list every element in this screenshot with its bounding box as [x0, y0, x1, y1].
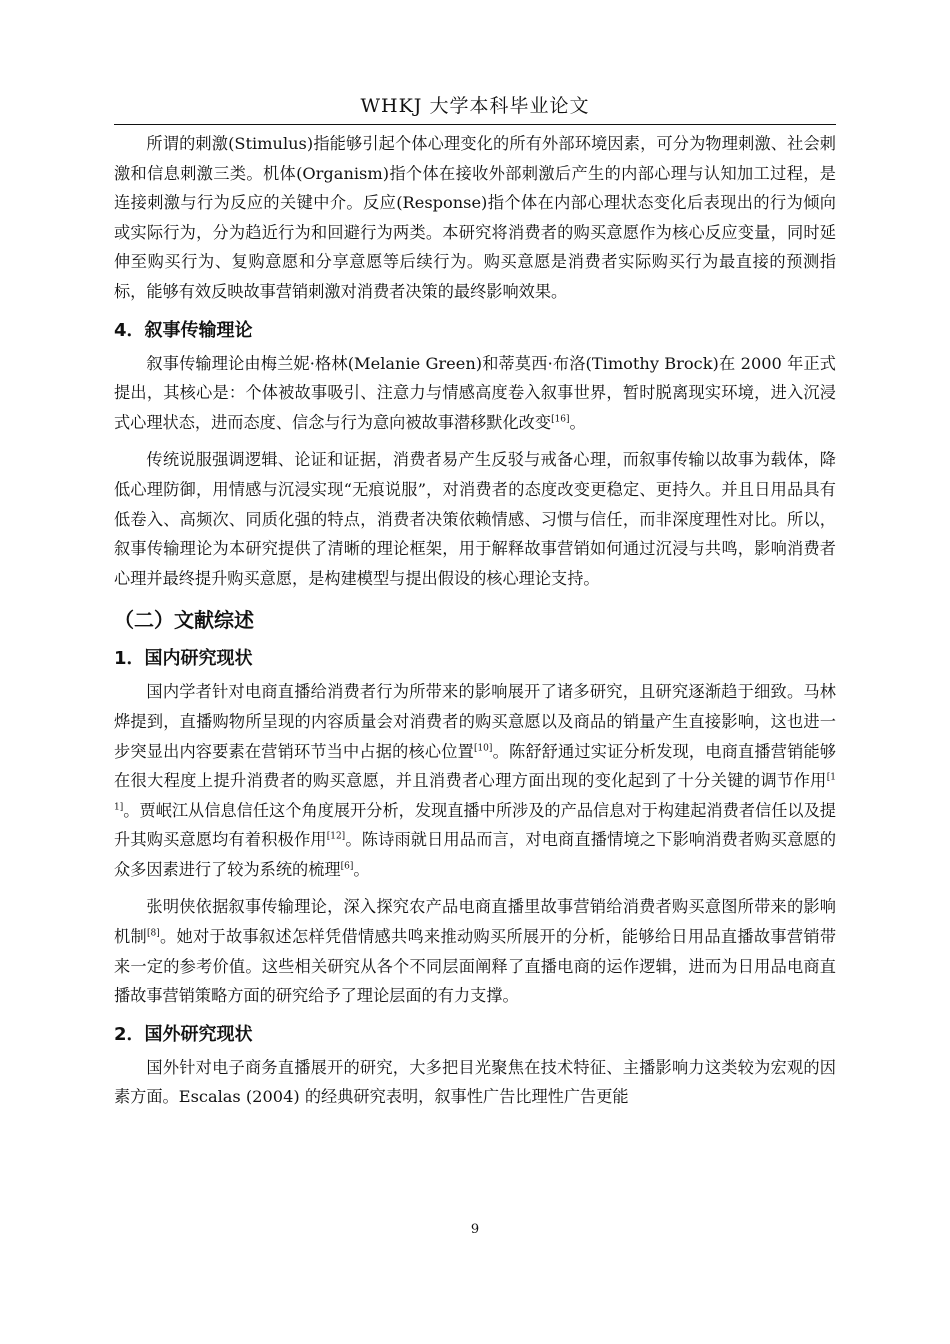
citation: [16]: [551, 414, 570, 425]
paragraph-narrative-theory: [114, 349, 836, 438]
paragraph-text: 张明侠依据叙事传输理论，深入探究农产品电商直播里故事营销给消费者购买意图所带来的影响机制: [114, 897, 836, 947]
paragraph-text: 国内学者针对电商直播给消费者行为所带来的影响展开了诸多研究，且研究逐渐趋于细致。马林烨提到，直播购物所呈现的内容质量会对消费者的购买意愿以及商品的销量产生直接影响，这也进一步突显出内容要素在营销环节当中占据的核心位置: [114, 682, 836, 761]
citation: [10]: [473, 743, 493, 754]
citation: [12]: [326, 831, 346, 842]
paragraph-zhang-research: [114, 892, 836, 1010]
paragraph-sor-definitions: 所谓的刺激(Stimulus)指能够引起个体心理变化的所有外部环境因素，可分为物理刺激、社会刺激和信息刺激三类。机体(Organism)指个体在接收外部刺激后产生的内部心理与认知加工过程，是连接刺激与行为反应的关键中介。反应(Response)指个体在内部心理状态变化后表现出的行为倾向或实际行为，分为趋近行为和回避行为两类。本研究将消费者的购买意愿作为核心反应变量，同时延伸至购买行为、复购意愿和分享意愿等后续行为。购买意愿是消费者实际购买行为最直接的预测指标，能够有效反映故事营销刺激对消费者决策的最终影响效果。: [114, 134, 836, 301]
paragraph-text: 。陈诗雨就日用品而言，对电商直播情境之下影响消费者购买意愿的众多因素进行了较为系统的梳理: [114, 830, 837, 879]
citation: [11]: [114, 772, 836, 813]
paragraph-text: 叙事传输理论由梅兰妮·格林(Melanie Green)和蒂莫西·布洛(Timothy Brock)在 2000 年正式提出，其核心是：个体被故事吸引、注意力与情感高度卷入叙事世界，暂时脱离现实环境，进入沉浸式心理状态，进而态度、信念与行为意向被故事潜移默化改变: [114, 353, 836, 432]
heading-narrative-transport-theory: 4．叙事传输理论: [114, 319, 253, 341]
paragraph-text: 。她对于故事叙述怎样凭借情感共鸣来推动购买所展开的分析，能够给日用品直播故事营销带来一定的参考价值。这些相关研究从各个不同层面阐释了直播电商的运作逻辑，进而为日用品电商直播故事营销策略方面的研究给予了理论层面的有力支撑。: [114, 927, 837, 1006]
citation: [6]: [340, 861, 354, 872]
heading-literature-review: （二）文献综述: [114, 608, 254, 633]
paragraph-text: 。陈舒舒通过实证分析发现，电商直播营销能够在很大程度上提升消费者的购买意愿，并且消费者心理方面出现的变化起到了十分关键的调节作用: [114, 741, 836, 791]
heading-foreign-research: 2．国外研究现状: [114, 1023, 253, 1045]
paragraph-domestic-research: [114, 677, 836, 884]
citation: [8]: [147, 928, 160, 939]
page-body: [114, 129, 836, 1120]
paragraph-foreign-research: 国外针对电子商务直播展开的研究，大多把目光聚焦在技术特征、主播影响力这类较为宏观的因素方面。Escalas (2004) 的经典研究表明，叙事性广告比理性广告更能: [114, 1057, 836, 1107]
paragraph-persuasion: 传统说服强调逻辑、论证和证据，消费者易产生反驳与戒备心理，而叙事传输以故事为载体，降低心理防御，用情感与沉浸实现“无痕说服”，对消费者的态度改变更稳定、更持久。并且日用品具有低卷入、高频次、同质化强的特点，消费者决策依赖情感、习惯与信任，而非深度理性对比。所以，叙事传输理论为本研究提供了清晰的理论框架，用于解释故事营销如何通过沉浸与共鸣，影响消费者心理并最终提升购买意愿，是构建模型与提出假设的核心理论支持。: [114, 450, 836, 588]
paragraph-text: 。贾岷江从信息信任这个角度展开分析，发现直播中所涉及的产品信息对于构建起消费者信任以及提升其购买意愿均有着积极作用: [114, 800, 836, 850]
paragraph-text: 。: [569, 412, 586, 432]
header-rule: [114, 124, 836, 125]
page-header: WHKJ 大学本科毕业论文: [360, 95, 590, 117]
heading-domestic-research: 1．国内研究现状: [114, 648, 253, 670]
paragraph-text: 。: [353, 859, 370, 879]
page-number: 9: [470, 1222, 480, 1237]
